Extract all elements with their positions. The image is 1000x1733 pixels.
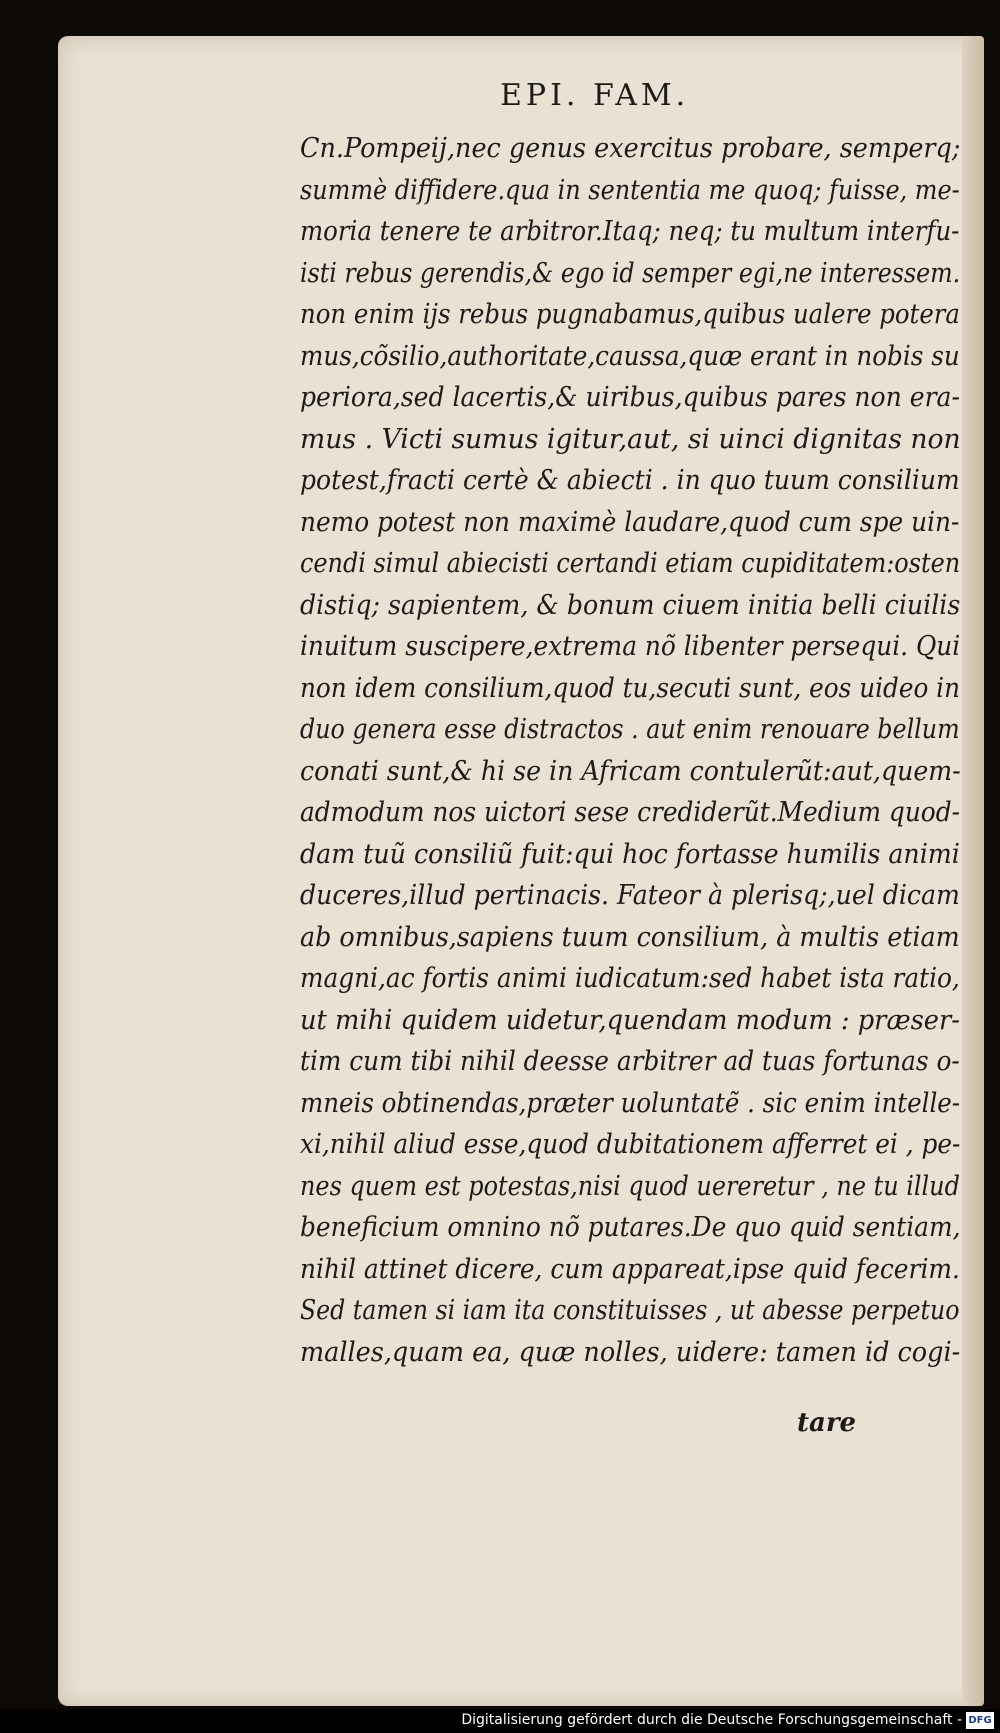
text-line: tim cum tibi nihil deesse arbitrer ad tuas fortunas o- bbox=[300, 1046, 960, 1077]
text-line: nihil attinet dicere, cum appareat,ipse quid fecerim. bbox=[300, 1253, 960, 1285]
text-line: nes quem est potestas,nisi quod uereretur , ne tu illud bbox=[300, 1170, 960, 1202]
footer-bar bbox=[0, 1709, 1000, 1733]
text-line: moria tenere te arbitror.Itaq; neq; tu multum interfu- bbox=[300, 216, 960, 247]
text-line: conati sunt,& hi se in Africam contulerũt:aut,quem- bbox=[300, 755, 961, 787]
text-line: potest,fracti certè & abiecti . in quo tuum consilium bbox=[300, 465, 960, 496]
text-line: isti rebus gerendis,& ego id semper egi,ne interessem. bbox=[300, 257, 961, 289]
text-line: periora,sed lacertis,& uiribus,quibus pares non era- bbox=[300, 382, 960, 413]
dfg-logo-icon: DFG bbox=[966, 1712, 994, 1729]
text-line: ut mihi quidem uidetur,quendam modum : præser- bbox=[300, 1004, 960, 1036]
text-line: mus . Victi sumus igitur,aut, si uinci dignitas non bbox=[300, 423, 961, 455]
text-line: malles,quam ea, quæ nolles, uidere: tamen id cogi- bbox=[300, 1336, 961, 1368]
text-line: distiq; sapientem, & bonum ciuem initia belli ciuilis bbox=[300, 589, 961, 621]
funding-credit: Digitalisierung gefördert durch die Deutsche Forschungsgemeinschaft - bbox=[461, 1712, 962, 1728]
text-line: admodum nos uictori sese crediderũt.Medium quod- bbox=[300, 797, 961, 828]
text-line: magni,ac fortis animi iudicatum:sed habet ista ratio, bbox=[300, 963, 960, 994]
text-line: ab omnibus,sapiens tuum consilium, à multis etiam bbox=[300, 921, 960, 953]
latin-text-block bbox=[300, 128, 960, 1373]
text-line: summè diffidere.qua in sententia me quoq; fuisse, me- bbox=[300, 174, 960, 206]
text-line: beneficium omnino nõ putares.De quo quid sentiam, bbox=[300, 1212, 961, 1243]
text-line: non idem consilium,quod tu,secuti sunt, eos uideo in bbox=[300, 672, 961, 704]
text-line: mneis obtinendas,præter uoluntatẽ . sic enim intelle- bbox=[300, 1087, 961, 1119]
text-line: mus,cõsilio,authoritate,caussa,quæ erant in nobis su bbox=[300, 340, 960, 372]
text-line: nemo potest non maximè laudare,quod cum spe uin- bbox=[300, 506, 960, 538]
text-line: Sed tamen si iam ita constituisses , ut abesse perpetuo bbox=[300, 1295, 960, 1326]
text-line: dam tuũ consiliũ fuit:qui hoc fortasse humilis animi bbox=[300, 838, 960, 870]
text-line: Cn.Pompeij,nec genus exercitus probare, semperq; bbox=[300, 133, 961, 164]
catchword: tare bbox=[797, 1408, 857, 1438]
text-line: cendi simul abiecisti certandi etiam cupiditatem:osten bbox=[300, 548, 961, 579]
running-head: EPI. FAM. bbox=[500, 78, 690, 113]
text-line: xi,nihil aliud esse,quod dubitationem afferret ei , pe- bbox=[300, 1129, 961, 1160]
page-edge bbox=[962, 36, 984, 1706]
text-line: inuitum suscipere,extrema nõ libenter persequi. Qui bbox=[300, 631, 961, 662]
text-line: non enim ijs rebus pugnabamus,quibus ualere potera bbox=[300, 299, 960, 330]
text-line: duo genera esse distractos . aut enim renouare bellum bbox=[300, 714, 960, 745]
text-line: duceres,illud pertinacis. Fateor à plerisq;,uel dicam bbox=[300, 880, 960, 911]
